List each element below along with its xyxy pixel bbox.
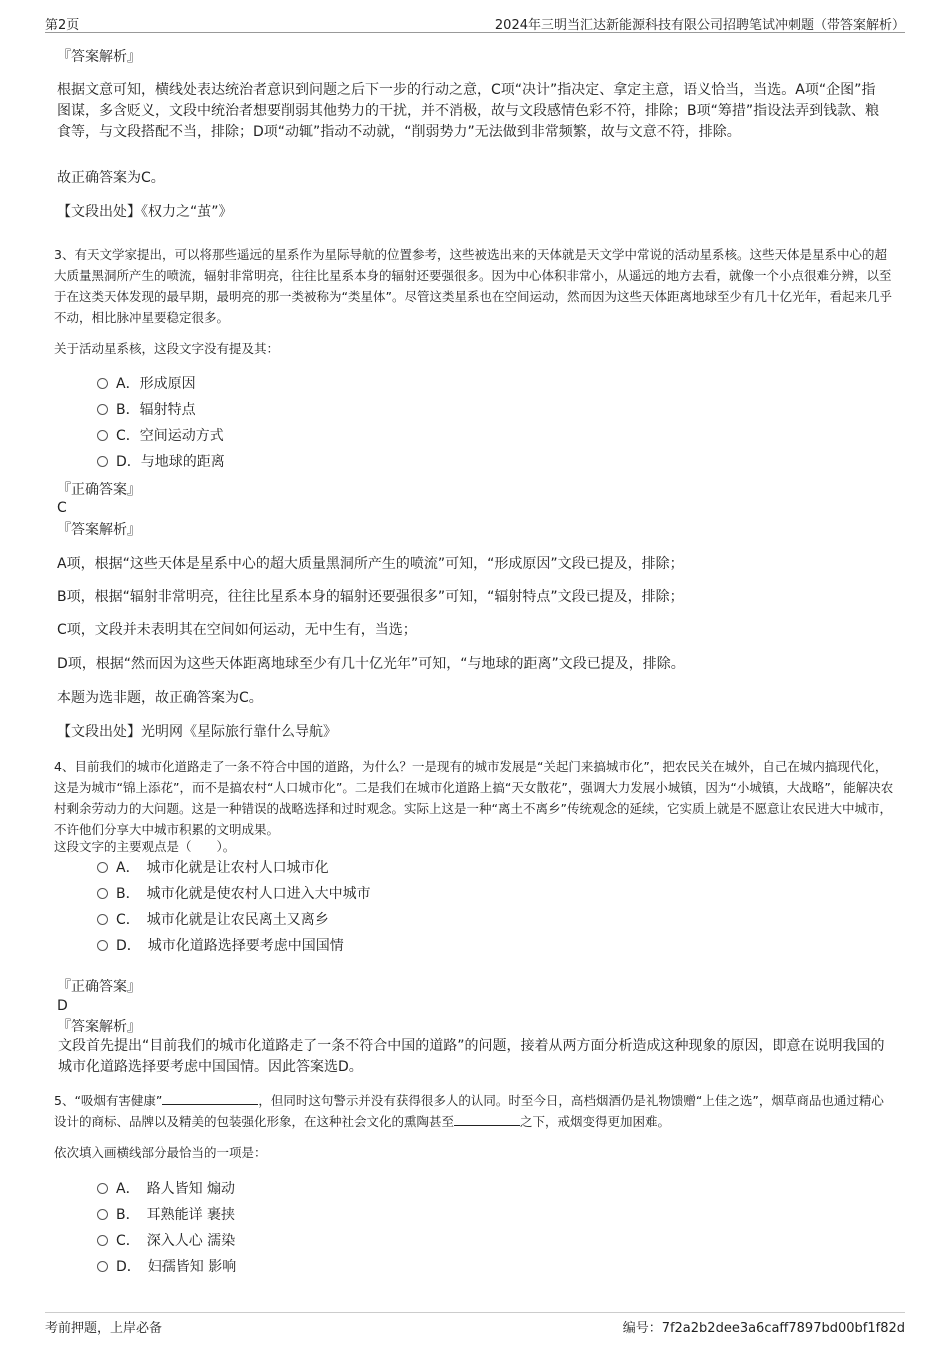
q4-stem: 4、目前我们的城市化道路走了一条不符合中国的道路，为什么？一是现有的城市发展是“关起门来搞城市化”，把农民关在城外，自己在城内搞现代化，这是为城市“锦上添花”，而不是搞农村“人口城市化”。二是我们在城市化道路上搞“天女散花”，强调大力发展小城镇，因为“小城镇，大战略”，能解决农村剩余劳动力的大问题。这是一种错误的战略选择和过时观念。实际上这是一种“离土不离乡”传统观念的延续，它实质上就是不愿意让农民进大中城市，不许他们分享大中城市积累的文明成果。 bbox=[54, 759, 894, 837]
q3-analysis-b: B项，根据“辐射非常明亮，往往比星系本身的辐射还要强很多”可知，“辐射特点”文段已提及，排除； bbox=[57, 589, 684, 605]
radio-icon[interactable] bbox=[97, 404, 108, 415]
q3-analysis-label: 『答案解析』 bbox=[57, 522, 141, 538]
q3-analysis-c: C项，文段并未表明其在空间如何运动，无中生有，当选； bbox=[57, 622, 417, 638]
q4-option-c[interactable]: C． 城市化就是让农民离土又离乡 bbox=[97, 910, 329, 930]
radio-icon[interactable] bbox=[97, 862, 108, 873]
page-header bbox=[45, 12, 905, 33]
q3-analysis-a: A项，根据“这些天体是星系中心的超大质量黑洞所产生的喷流”可知，“形成原因”文段已提及，排除； bbox=[57, 556, 684, 572]
radio-icon[interactable] bbox=[97, 888, 108, 899]
q4-option-b[interactable]: B． 城市化就是使农村人口进入大中城市 bbox=[97, 884, 371, 904]
q3-option-b[interactable]: B．辐射特点 bbox=[97, 400, 196, 420]
radio-icon[interactable] bbox=[97, 430, 108, 441]
radio-icon[interactable] bbox=[97, 1235, 108, 1246]
q4-question: 这段文字的主要观点是（ ）。 bbox=[54, 839, 236, 854]
q3-option-d[interactable]: D．与地球的距离 bbox=[97, 452, 225, 472]
q5-question: 依次填入画横线部分最恰当的一项是： bbox=[54, 1145, 267, 1160]
q5-stem: 5、“吸烟有害健康” ，但同时这句警示并没有获得很多人的认同。时至今日，高档烟酒仍是礼物馈赠“上佳之选”，烟草商品也通过精心设计的商标、品牌以及精美的包装强化形象，在这种社会文化的熏陶甚至 之下，戒烟变得更加困难。 bbox=[54, 1090, 894, 1132]
q3-option-a[interactable]: A．形成原因 bbox=[97, 374, 196, 394]
q3-stem: 3、有天文学家提出，可以将那些遥远的星系作为星际导航的位置参考，这些被选出来的天体就是天文学中常说的活动星系核。这些天体是星系中心的超大质量黑洞所产生的喷流，辐射非常明亮，往往比星系本身的辐射还要强很多。因为中心体积非常小，从遥远的地方去看，就像一个小点很难分辨，以至于在这类天体发现的最早期，最明亮的那一类被称为“类星体”。尽管这类星系也在空间运动，然而因为这些天体距离地球至少有几十亿光年，看起来几乎不动，相比脉冲星要稳定很多。 bbox=[54, 247, 892, 325]
q5-option-c[interactable]: C． 深入人心 濡染 bbox=[97, 1231, 235, 1251]
q3-conclusion: 本题为选非题，故正确答案为C。 bbox=[57, 690, 263, 706]
radio-icon[interactable] bbox=[97, 456, 108, 467]
q3-option-c[interactable]: C．空间运动方式 bbox=[97, 426, 224, 446]
radio-icon[interactable] bbox=[97, 1183, 108, 1194]
radio-icon[interactable] bbox=[97, 940, 108, 951]
radio-icon[interactable] bbox=[97, 1261, 108, 1272]
q3-correct-answer: C bbox=[57, 500, 67, 516]
q3-analysis-d: D项，根据“然而因为这些天体距离地球至少有几十亿光年”可知，“与地球的距离”文段已提及，排除。 bbox=[57, 656, 685, 672]
document-title: 2024年三明当汇达新能源科技有限公司招聘笔试冲刺题（带答案解析） bbox=[494, 18, 905, 33]
radio-icon[interactable] bbox=[97, 1209, 108, 1220]
page-footer bbox=[45, 1312, 905, 1335]
blank-2[interactable] bbox=[454, 1111, 520, 1126]
q4-analysis-label: 『答案解析』 bbox=[57, 1019, 141, 1035]
q2-conclusion: 故正确答案为C。 bbox=[57, 170, 165, 186]
blank-1[interactable] bbox=[162, 1090, 258, 1105]
page-number: 第2页 bbox=[45, 18, 80, 33]
q4-option-d[interactable]: D． 城市化道路选择要考虑中国国情 bbox=[97, 936, 344, 956]
q2-source: 【文段出处】《权力之“茧”》 bbox=[57, 204, 233, 220]
q2-analysis-label: 『答案解析』 bbox=[57, 49, 141, 65]
radio-icon[interactable] bbox=[97, 914, 108, 925]
q5-option-b[interactable]: B． 耳熟能详 裹挟 bbox=[97, 1205, 235, 1225]
q4-correct-label: 『正确答案』 bbox=[57, 979, 141, 995]
q3-question: 关于活动星系核，这段文字没有提及其： bbox=[54, 341, 280, 356]
q4-option-a[interactable]: A． 城市化就是让农村人口城市化 bbox=[97, 858, 329, 878]
q5-option-a[interactable]: A． 路人皆知 煽动 bbox=[97, 1179, 235, 1199]
q4-analysis-text: 文段首先提出“目前我们的城市化道路走了一条不符合中国的道路”的问题，接着从两方面分析造成这种现象的原因，即意在说明我国的城市化道路选择要考虑中国国情。因此答案选D。 bbox=[58, 1038, 885, 1075]
q4-correct-answer: D bbox=[57, 998, 68, 1014]
radio-icon[interactable] bbox=[97, 378, 108, 389]
q3-correct-label: 『正确答案』 bbox=[57, 482, 141, 498]
q2-analysis-text: 根据文意可知，横线处表达统治者意识到问题之后下一步的行动之意，C项“决计”指决定、拿定主意，语义恰当，当选。A项“企图”指图谋，多含贬义，文段中统治者想要削弱其他势力的干扰，并不消极，故与文段感情色彩不符，排除；B项“筹措”指设法弄到钱款、粮食等，与文段搭配不当，排除；D项“动辄”指动不动就，“削弱势力”无法做到非常频繁，故与文意不符，排除。 bbox=[57, 82, 880, 140]
q5-option-d[interactable]: D． 妇孺皆知 影响 bbox=[97, 1257, 236, 1277]
footer-slogan: 考前押题，上岸必备 bbox=[45, 1321, 163, 1336]
q3-source: 【文段出处】光明网《星际旅行靠什么导航》 bbox=[57, 724, 337, 740]
document-id: 编号：7f2a2b2dee3a6caff7897bd00bf1f82d bbox=[622, 1321, 905, 1336]
